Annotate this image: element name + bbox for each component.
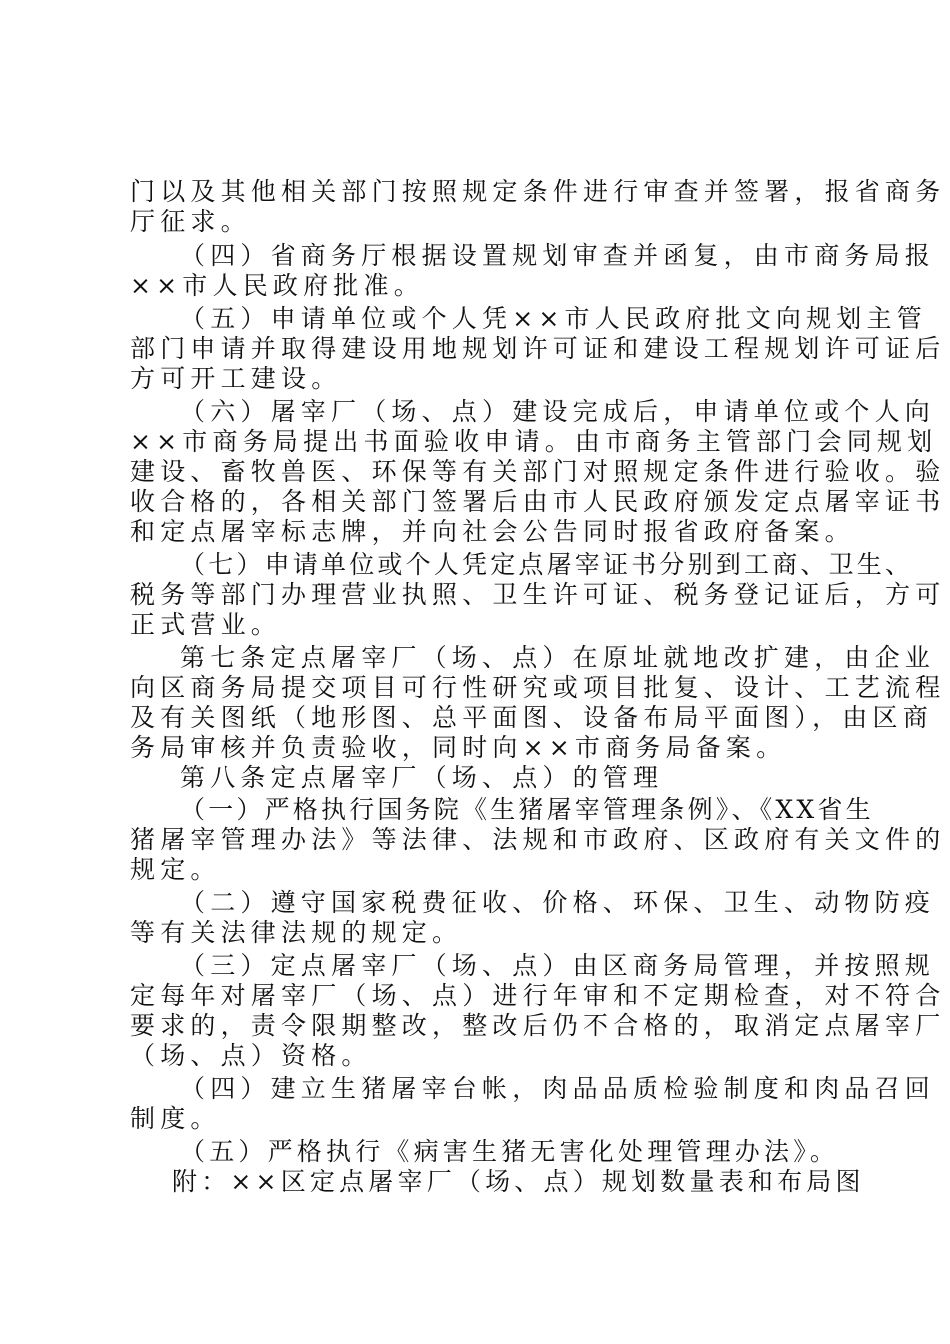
- text-line: 厅征求。: [130, 207, 251, 236]
- text-line: 制度。: [130, 1104, 221, 1133]
- text-line: （四）省商务厅根据设置规划审查并函复，由市商务局报: [180, 241, 936, 270]
- text-line: （七）申请单位或个人凭定点屠宰证书分别到工商、卫生、: [180, 550, 914, 579]
- text-line: 正式营业。: [130, 610, 282, 639]
- text-line: 等有关法律法规的规定。: [130, 918, 463, 947]
- text-line: （二）遵守国家税费征收、价格、环保、卫生、动物防疫: [180, 888, 936, 917]
- text-line: 向区商务局提交项目可行性研究或项目批复、设计、工艺流程: [130, 673, 946, 702]
- text-line: 要求的，责令限期整改，整改后仍不合格的，取消定点屠宰厂: [130, 1011, 946, 1040]
- text-line: 及有关图纸（地形图、总平面图、设备布局平面图），由区商: [130, 703, 933, 732]
- text-line: 附：××区定点屠宰厂（场、点）规划数量表和布局图: [172, 1167, 865, 1196]
- text-line: 务局审核并负责验收，同时向××市商务局备案。: [130, 733, 787, 762]
- text-line: 规定。: [130, 855, 221, 884]
- text-line: （五）严格执行《病害生猪无害化处理管理办法》。: [180, 1137, 840, 1166]
- text-line: （一）严格执行国务院《生猪屠宰管理条例》、《XX省生: [180, 795, 874, 824]
- text-line: （四）建立生猪屠宰台帐，肉品品质检验制度和肉品召回: [180, 1074, 936, 1103]
- text-line: 和定点屠宰标志牌，并向社会公告同时报省政府备案。: [130, 517, 855, 546]
- text-line: 第八条定点屠宰厂（场、点）的管理: [180, 763, 664, 792]
- text-line: （三）定点屠宰厂（场、点）由区商务局管理，并按照规: [180, 951, 936, 980]
- text-line: 猪屠宰管理办法》等法律、法规和市政府、区政府有关文件的: [130, 825, 946, 854]
- text-line: 定每年对屠宰厂（场、点）进行年审和不定期检查，对不符合: [130, 981, 946, 1010]
- text-line: 第七条定点屠宰厂（场、点）在原址就地改扩建，由企业: [180, 643, 936, 672]
- text-line: （六）屠宰厂（场、点）建设完成后，申请单位或个人向: [180, 397, 936, 426]
- text-line: 方可开工建设。: [130, 364, 342, 393]
- text-line: （场、点）资格。: [130, 1041, 372, 1070]
- text-line: ××市商务局提出书面验收申请。由市商务主管部门会同规划: [130, 427, 938, 456]
- text-line: 税务等部门办理营业执照、卫生许可证、税务登记证后，方可: [130, 580, 946, 609]
- text-line: ××市人民政府批准。: [130, 271, 424, 300]
- text-line: 门以及其他相关部门按照规定条件进行审查并签署，报省商务: [130, 177, 946, 206]
- text-line: 部门申请并取得建设用地规划许可证和建设工程规划许可证后: [130, 334, 946, 363]
- text-line: 建设、畜牧兽医、环保等有关部门对照规定条件进行验收。验: [130, 457, 946, 486]
- text-line: （五）申请单位或个人凭××市人民政府批文向规划主管: [180, 304, 927, 333]
- text-line: 收合格的，各相关部门签署后由市人民政府颁发定点屠宰证书: [130, 487, 946, 516]
